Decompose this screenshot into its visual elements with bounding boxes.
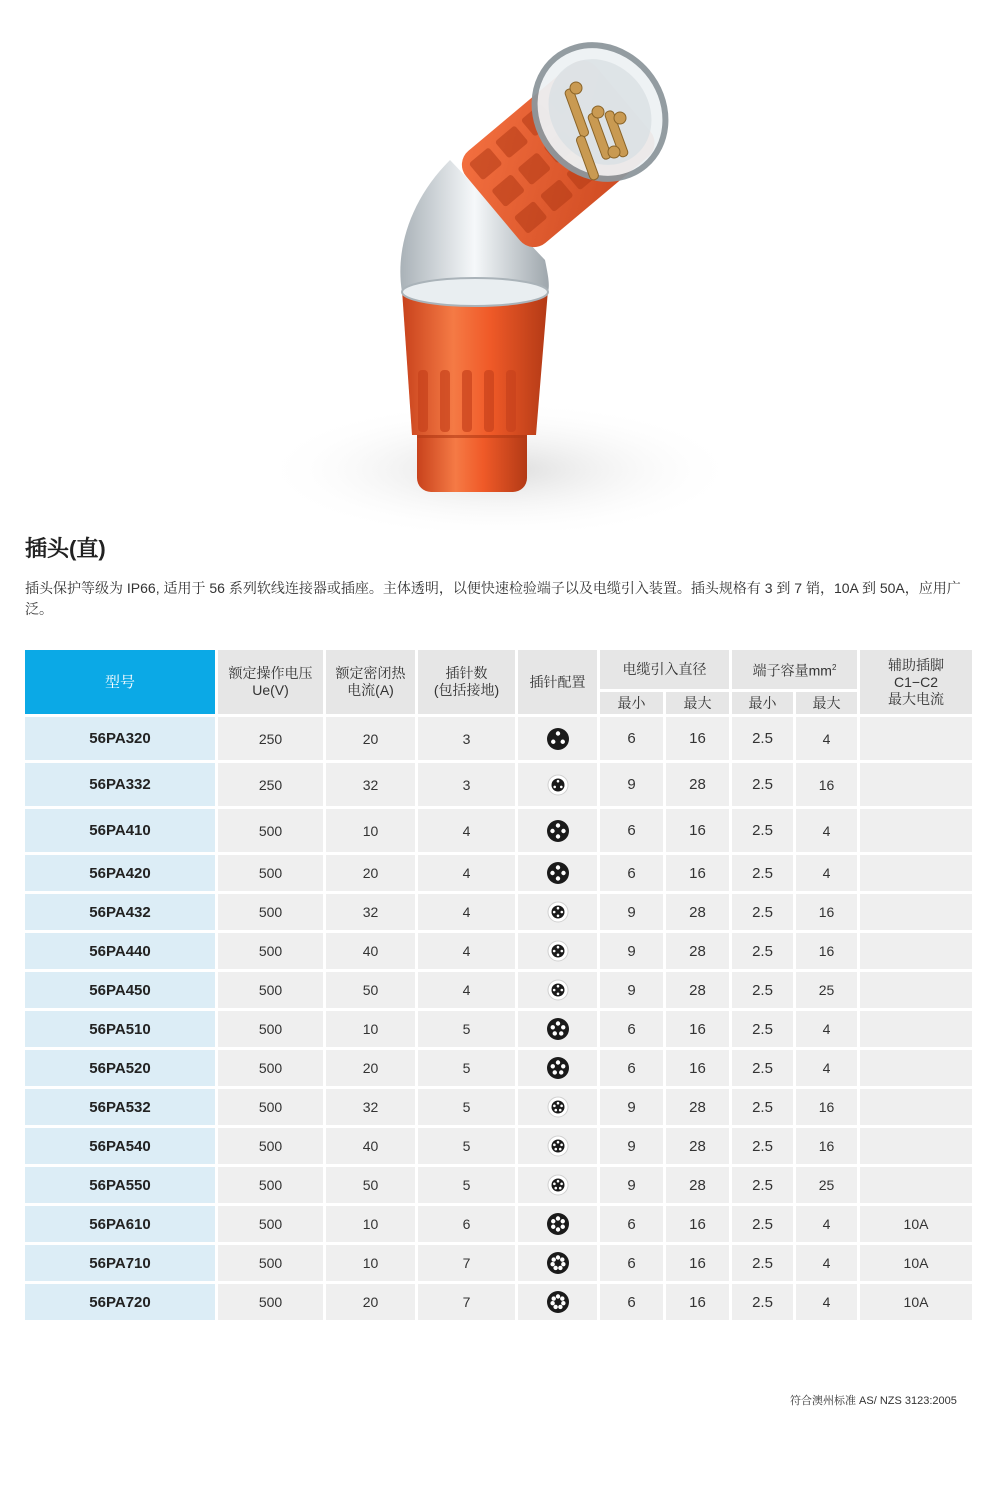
terminal-min-cell: 2.5 <box>732 1206 796 1245</box>
pin-layout-icon <box>546 1017 570 1041</box>
cable-min-cell: 6 <box>600 1050 666 1089</box>
header-line: 电流(A) <box>347 682 394 698</box>
cable-max-cell: 28 <box>666 1167 732 1206</box>
cable-min-cell: 6 <box>600 717 666 763</box>
cable-max-cell: 16 <box>666 1050 732 1089</box>
model-cell: 56PA540 <box>25 1128 218 1167</box>
pin-layout-icon <box>546 1056 570 1080</box>
pin-layout-icon <box>546 819 570 843</box>
table-row <box>25 1206 975 1245</box>
voltage-cell: 500 <box>218 1089 326 1128</box>
cable-min-cell: 6 <box>600 809 666 855</box>
terminal-max-cell: 4 <box>796 1245 860 1284</box>
pin-count-cell: 5 <box>418 1089 518 1128</box>
model-cell: 56PA332 <box>25 763 218 809</box>
current-cell: 20 <box>326 1284 418 1323</box>
table-row <box>25 1089 975 1128</box>
header-superscript: 2 <box>831 663 837 673</box>
pin-config-cell <box>518 1245 600 1284</box>
column-header-terminal-max: 最大 <box>796 692 860 717</box>
pin-count-cell: 7 <box>418 1284 518 1323</box>
pin-config-cell <box>518 1206 600 1245</box>
terminal-max-cell: 4 <box>796 717 860 763</box>
voltage-cell: 250 <box>218 717 326 763</box>
terminal-max-cell: 16 <box>796 894 860 933</box>
pin-layout-icon <box>546 1173 570 1197</box>
model-cell: 56PA450 <box>25 972 218 1011</box>
pin-config-cell <box>518 1089 600 1128</box>
pin-layout-icon <box>546 727 570 751</box>
cable-max-cell: 16 <box>666 1245 732 1284</box>
pin-count-cell: 6 <box>418 1206 518 1245</box>
pin-count-cell: 4 <box>418 809 518 855</box>
aux-current-cell <box>860 933 975 972</box>
model-cell: 56PA440 <box>25 933 218 972</box>
terminal-max-cell: 4 <box>796 1050 860 1089</box>
header-text: 端子容量mm <box>752 662 832 679</box>
pin-layout-icon <box>546 1134 570 1158</box>
table-row <box>25 1128 975 1167</box>
table-row <box>25 1284 975 1323</box>
terminal-min-cell: 2.5 <box>732 1284 796 1323</box>
terminal-max-cell: 4 <box>796 1284 860 1323</box>
cable-max-cell: 28 <box>666 933 732 972</box>
terminal-max-cell: 4 <box>796 855 860 894</box>
header-line: 最大电流 <box>888 690 944 707</box>
aux-current-cell: 10A <box>860 1284 975 1323</box>
cable-min-cell: 9 <box>600 972 666 1011</box>
pin-count-cell: 3 <box>418 717 518 763</box>
aux-current-cell: 10A <box>860 1245 975 1284</box>
pin-config-cell <box>518 717 600 763</box>
cable-min-cell: 9 <box>600 1128 666 1167</box>
aux-current-cell <box>860 1089 975 1128</box>
pin-layout-icon <box>546 939 570 963</box>
header-line: C1−C2 <box>894 673 938 690</box>
pin-config-cell <box>518 972 600 1011</box>
terminal-min-cell: 2.5 <box>732 1089 796 1128</box>
current-cell: 10 <box>326 1245 418 1284</box>
voltage-cell: 500 <box>218 1284 326 1323</box>
column-header-terminal-min: 最小 <box>732 692 796 717</box>
terminal-min-cell: 2.5 <box>732 1167 796 1206</box>
cable-min-cell: 9 <box>600 1089 666 1128</box>
cable-max-cell: 28 <box>666 1128 732 1167</box>
column-header-cable-max: 最大 <box>666 692 732 717</box>
voltage-cell: 500 <box>218 933 326 972</box>
pin-layout-icon <box>546 861 570 885</box>
cable-max-cell: 28 <box>666 894 732 933</box>
pin-layout-icon <box>546 773 570 797</box>
current-cell: 32 <box>326 894 418 933</box>
cable-min-cell: 6 <box>600 1011 666 1050</box>
pin-layout-icon <box>546 1095 570 1119</box>
column-header-aux <box>860 650 975 717</box>
current-cell: 10 <box>326 1206 418 1245</box>
pin-layout-icon <box>546 1251 570 1275</box>
voltage-cell: 500 <box>218 1167 326 1206</box>
terminal-min-cell: 2.5 <box>732 763 796 809</box>
terminal-min-cell: 2.5 <box>732 972 796 1011</box>
current-cell: 50 <box>326 1167 418 1206</box>
page-title: 插头(直) <box>25 536 106 561</box>
model-cell: 56PA610 <box>25 1206 218 1245</box>
table-row <box>25 763 975 809</box>
spec-table <box>25 650 975 1323</box>
model-cell: 56PA532 <box>25 1089 218 1128</box>
model-cell: 56PA510 <box>25 1011 218 1050</box>
cable-max-cell: 16 <box>666 855 732 894</box>
terminal-max-cell: 16 <box>796 1089 860 1128</box>
terminal-min-cell: 2.5 <box>732 1128 796 1167</box>
aux-current-cell <box>860 972 975 1011</box>
aux-current-cell: 10A <box>860 1206 975 1245</box>
current-cell: 20 <box>326 717 418 763</box>
pin-config-cell <box>518 1011 600 1050</box>
column-header-cable-min: 最小 <box>600 692 666 717</box>
voltage-cell: 500 <box>218 894 326 933</box>
model-cell: 56PA432 <box>25 894 218 933</box>
model-cell: 56PA520 <box>25 1050 218 1089</box>
standard-note: 符合澳州标准 AS/ NZS 3123:2005 <box>790 1395 957 1407</box>
voltage-cell: 500 <box>218 1206 326 1245</box>
cable-max-cell: 16 <box>666 717 732 763</box>
current-cell: 40 <box>326 1128 418 1167</box>
current-cell: 40 <box>326 933 418 972</box>
header-line: 额定密闭热 <box>335 665 406 681</box>
cable-min-cell: 6 <box>600 1284 666 1323</box>
terminal-max-cell: 25 <box>796 1167 860 1206</box>
aux-current-cell <box>860 855 975 894</box>
table-row <box>25 855 975 894</box>
pin-layout-icon <box>546 1290 570 1314</box>
current-cell: 20 <box>326 1050 418 1089</box>
aux-current-cell <box>860 1128 975 1167</box>
product-description: 插头保护等级为 IP66, 适用于 56 系列软线连接器或插座。主体透明，以便快速检验端子以及电缆引入装置。插头规格有 3 到 7 销，10A 到 50A，应用广泛。 <box>25 580 961 617</box>
cable-max-cell: 28 <box>666 1089 732 1128</box>
table-row <box>25 717 975 763</box>
aux-current-cell <box>860 717 975 763</box>
aux-current-cell <box>860 1167 975 1206</box>
header-line: 插针数 <box>445 665 488 681</box>
column-header-terminal-capacity <box>732 650 860 692</box>
model-cell: 56PA410 <box>25 809 218 855</box>
cable-max-cell: 28 <box>666 763 732 809</box>
model-cell: 56PA720 <box>25 1284 218 1323</box>
column-header-pin-config: 插针配置 <box>518 650 600 717</box>
product-image <box>0 0 1001 530</box>
table-row <box>25 809 975 855</box>
aux-current-cell <box>860 763 975 809</box>
voltage-cell: 500 <box>218 809 326 855</box>
current-cell: 10 <box>326 1011 418 1050</box>
table-row <box>25 972 975 1011</box>
terminal-min-cell: 2.5 <box>732 809 796 855</box>
terminal-min-cell: 2.5 <box>732 717 796 763</box>
voltage-cell: 500 <box>218 1050 326 1089</box>
terminal-max-cell: 4 <box>796 809 860 855</box>
pin-layout-icon <box>546 978 570 1002</box>
header-line: 额定操作电压 <box>228 665 313 681</box>
pin-config-cell <box>518 933 600 972</box>
pin-count-cell: 4 <box>418 894 518 933</box>
cable-max-cell: 16 <box>666 1206 732 1245</box>
pin-count-cell: 4 <box>418 933 518 972</box>
terminal-max-cell: 16 <box>796 933 860 972</box>
pin-config-cell <box>518 763 600 809</box>
voltage-cell: 250 <box>218 763 326 809</box>
voltage-cell: 500 <box>218 1011 326 1050</box>
pin-config-cell <box>518 1050 600 1089</box>
pin-layout-icon <box>546 900 570 924</box>
terminal-min-cell: 2.5 <box>732 1245 796 1284</box>
header-line: 辅助插脚 <box>888 656 944 673</box>
table-row <box>25 1050 975 1089</box>
pin-config-cell <box>518 1128 600 1167</box>
pin-count-cell: 5 <box>418 1011 518 1050</box>
pin-count-cell: 3 <box>418 763 518 809</box>
terminal-max-cell: 16 <box>796 763 860 809</box>
voltage-cell: 500 <box>218 1128 326 1167</box>
column-header-model: 型号 <box>25 650 218 717</box>
cable-min-cell: 9 <box>600 763 666 809</box>
terminal-max-cell: 25 <box>796 972 860 1011</box>
current-cell: 32 <box>326 1089 418 1128</box>
pin-count-cell: 5 <box>418 1050 518 1089</box>
column-header-voltage <box>218 650 326 717</box>
cable-min-cell: 9 <box>600 894 666 933</box>
table-row <box>25 1245 975 1284</box>
terminal-min-cell: 2.5 <box>732 855 796 894</box>
terminal-max-cell: 4 <box>796 1011 860 1050</box>
pin-count-cell: 5 <box>418 1128 518 1167</box>
spec-table-body <box>25 717 975 1323</box>
current-cell: 20 <box>326 855 418 894</box>
pin-config-cell <box>518 855 600 894</box>
cable-min-cell: 6 <box>600 1206 666 1245</box>
aux-current-cell <box>860 894 975 933</box>
cable-min-cell: 9 <box>600 1167 666 1206</box>
cable-max-cell: 28 <box>666 972 732 1011</box>
pin-count-cell: 4 <box>418 972 518 1011</box>
aux-current-cell <box>860 1011 975 1050</box>
pin-config-cell <box>518 1284 600 1323</box>
model-cell: 56PA550 <box>25 1167 218 1206</box>
current-cell: 10 <box>326 809 418 855</box>
column-header-current <box>326 650 418 717</box>
table-row <box>25 1167 975 1206</box>
voltage-cell: 500 <box>218 1245 326 1284</box>
terminal-max-cell: 4 <box>796 1206 860 1245</box>
current-cell: 32 <box>326 763 418 809</box>
pin-count-cell: 4 <box>418 855 518 894</box>
aux-current-cell <box>860 809 975 855</box>
cable-min-cell: 6 <box>600 1245 666 1284</box>
header-line: Ue(V) <box>252 682 289 698</box>
cable-max-cell: 16 <box>666 1284 732 1323</box>
cable-max-cell: 16 <box>666 1011 732 1050</box>
terminal-min-cell: 2.5 <box>732 1011 796 1050</box>
table-row <box>25 1011 975 1050</box>
column-header-pins <box>418 650 518 717</box>
aux-current-cell <box>860 1050 975 1089</box>
pin-config-cell <box>518 894 600 933</box>
terminal-max-cell: 16 <box>796 1128 860 1167</box>
pin-count-cell: 7 <box>418 1245 518 1284</box>
terminal-min-cell: 2.5 <box>732 894 796 933</box>
model-cell: 56PA710 <box>25 1245 218 1284</box>
model-cell: 56PA320 <box>25 717 218 763</box>
cable-min-cell: 9 <box>600 933 666 972</box>
voltage-cell: 500 <box>218 972 326 1011</box>
column-header-cable-diameter: 电缆引入直径 <box>600 650 732 692</box>
cable-max-cell: 16 <box>666 809 732 855</box>
table-row <box>25 933 975 972</box>
terminal-min-cell: 2.5 <box>732 1050 796 1089</box>
pin-config-cell <box>518 1167 600 1206</box>
voltage-cell: 500 <box>218 855 326 894</box>
terminal-min-cell: 2.5 <box>732 933 796 972</box>
table-row <box>25 894 975 933</box>
current-cell: 50 <box>326 972 418 1011</box>
pin-count-cell: 5 <box>418 1167 518 1206</box>
cable-min-cell: 6 <box>600 855 666 894</box>
pin-config-cell <box>518 809 600 855</box>
pin-layout-icon <box>546 1212 570 1236</box>
model-cell: 56PA420 <box>25 855 218 894</box>
header-line: (包括接地) <box>433 682 500 698</box>
